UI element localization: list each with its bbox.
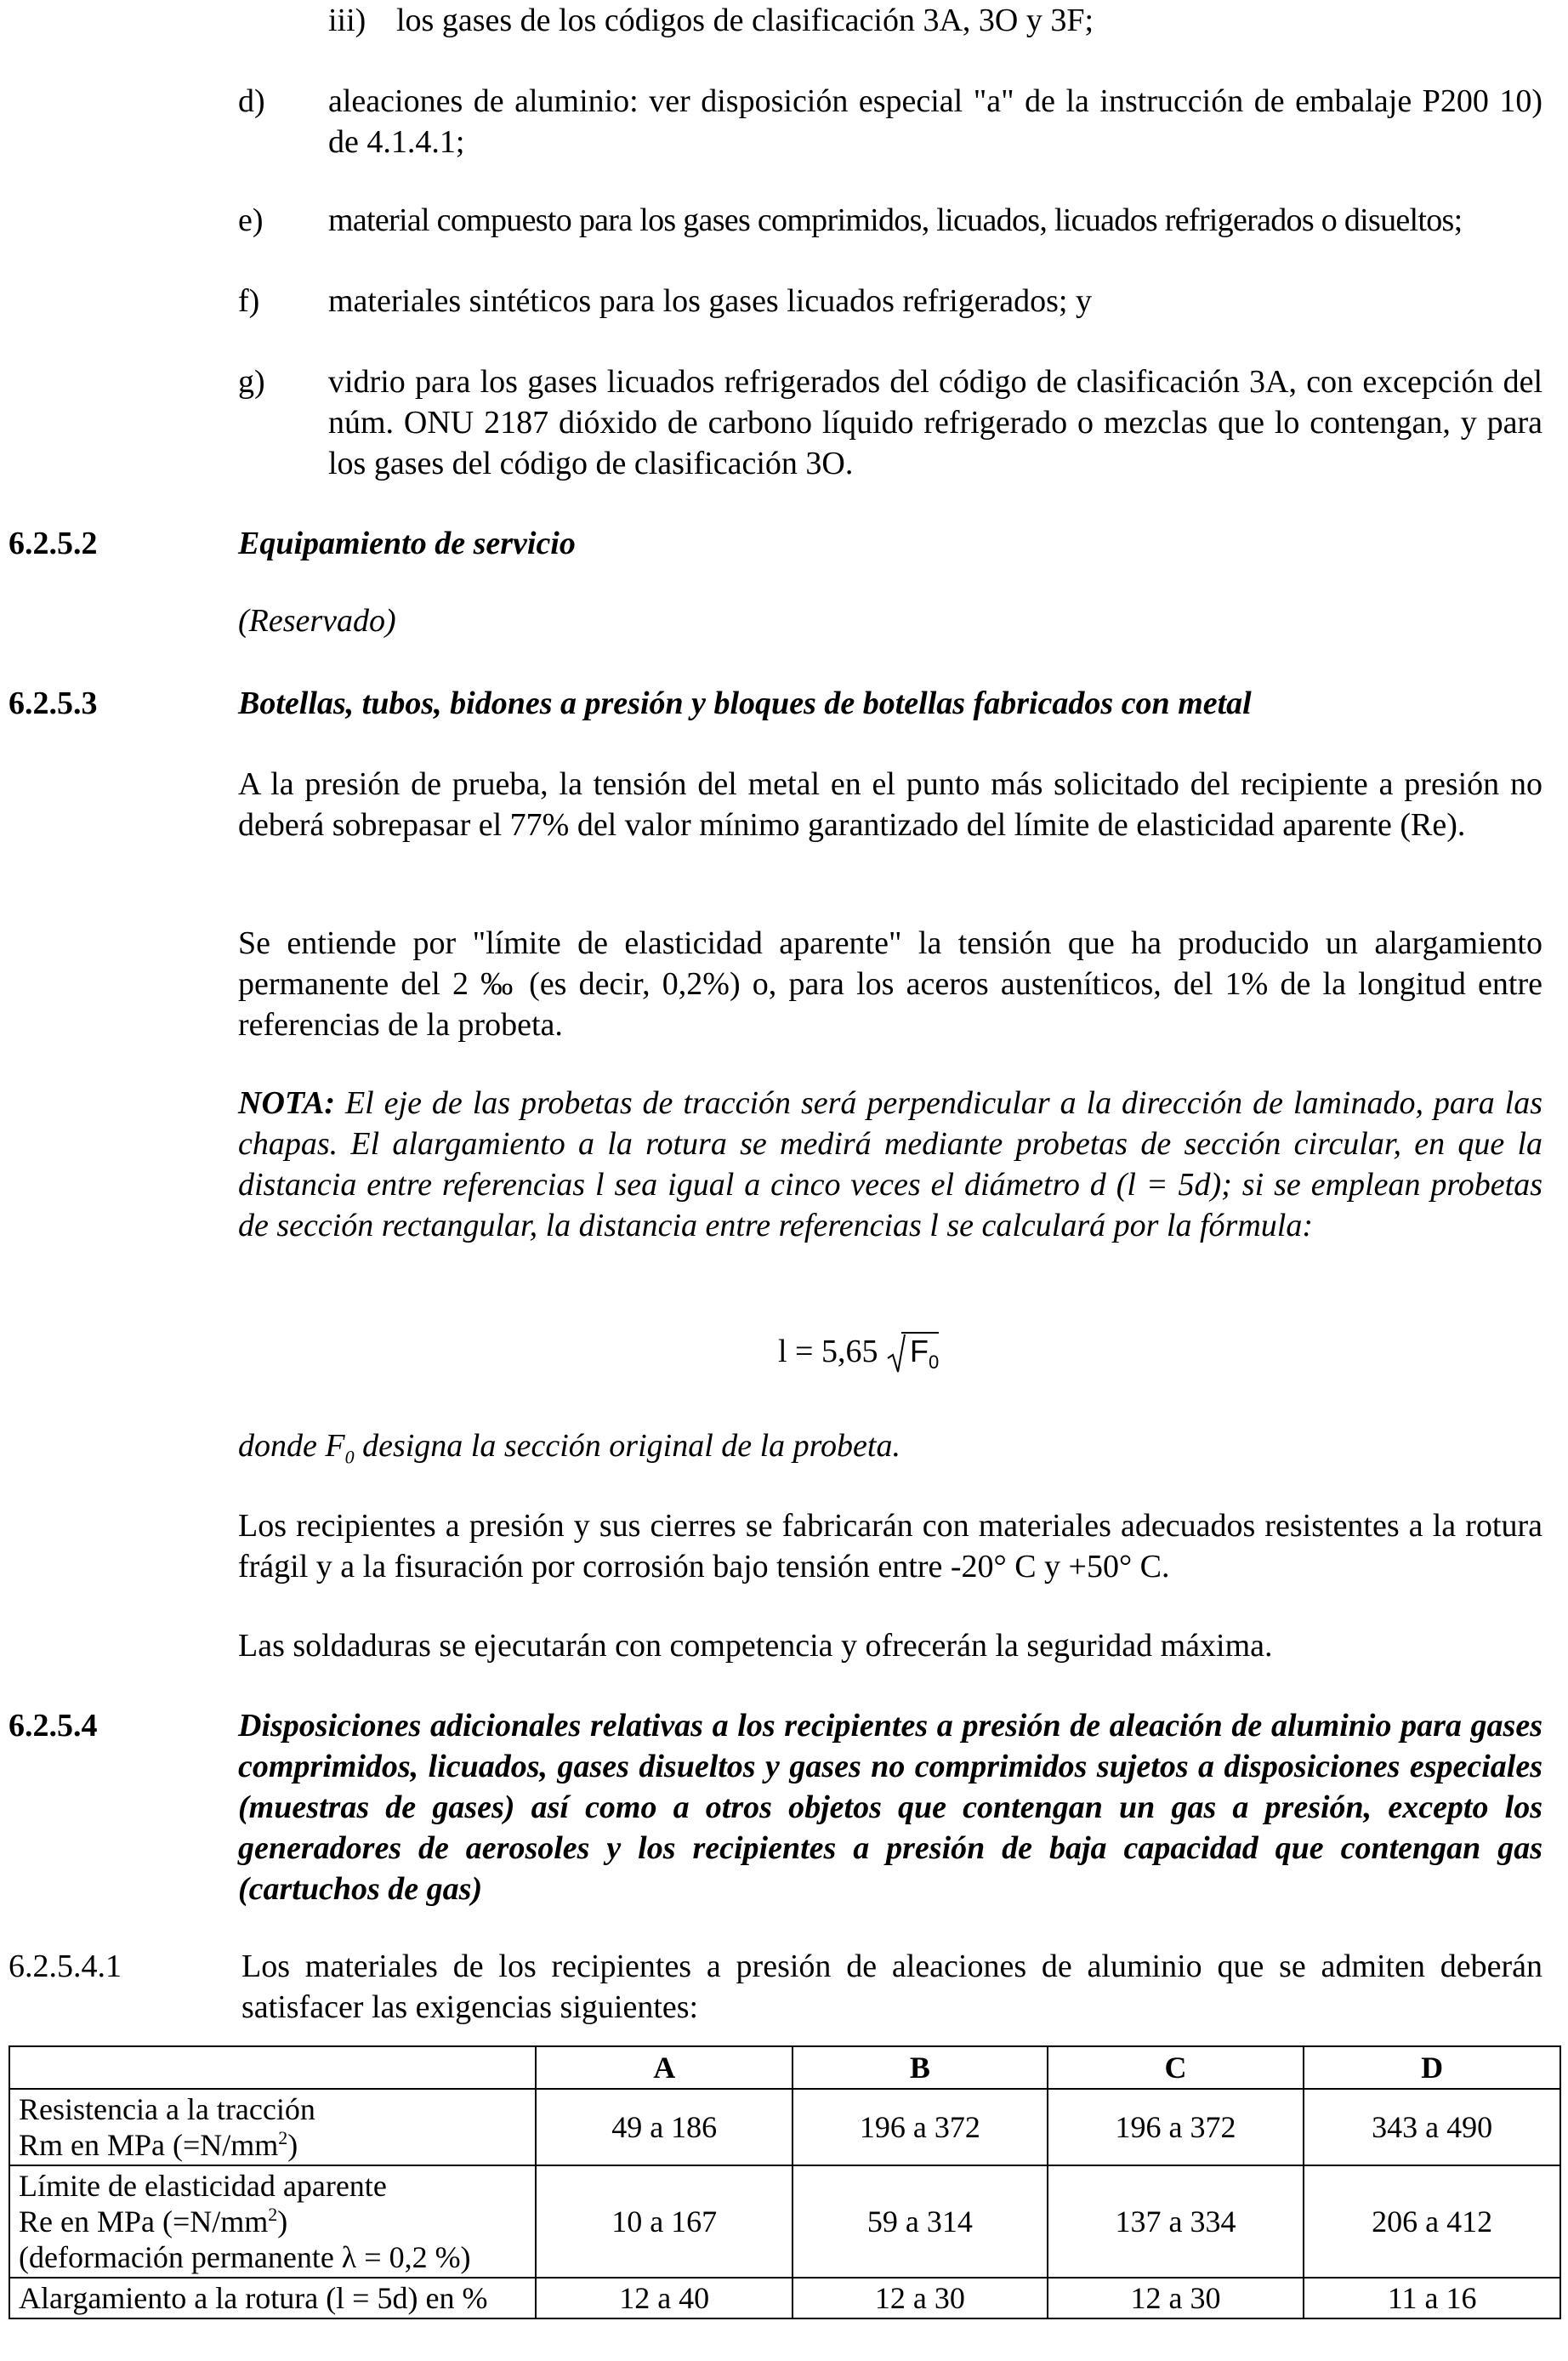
aluminium-requirements-table	[9, 2045, 1561, 2319]
section-number-6254: 6.2.5.4	[9, 1708, 98, 1744]
section-number-6252: 6.2.5.2	[9, 526, 98, 561]
table-cell: 10 a 167	[536, 2165, 793, 2278]
table-row	[9, 2165, 1560, 2278]
table-cell: 12 a 30	[793, 2278, 1048, 2318]
note-block	[238, 1083, 1542, 1246]
table-cell: 343 a 490	[1304, 2089, 1560, 2165]
list-text-d: aleaciones de aluminio: ver disposición especial "a" de la instrucción de embalaje P200 10) de 4.1.4.1;	[328, 83, 1542, 160]
section-number-6253: 6.2.5.3	[9, 686, 98, 721]
where-pre: donde F	[238, 1428, 345, 1464]
table-cell: 206 a 412	[1304, 2165, 1560, 2278]
paragraph-test-pressure: A la presión de prueba, la tensión del metal en el punto más solicitado del recipiente a presión no deberá sobrepasar el 77% del valor mínimo garantizado del límite de elasticidad aparente (Re).	[238, 766, 1542, 843]
list-text-iii: los gases de los códigos de clasificación 3A, 3O y 3F;	[396, 3, 1094, 38]
row-label-yield: Límite de elasticidad aparente Re en MPa $(=N/mm^2)$ (deformación permanente λ = 0,2 %)	[9, 2165, 536, 2278]
table-row	[9, 2089, 1560, 2165]
list-text-g: vidrio para los gases licuados refrigerados del código de clasificación 3A, con excepción del núm. ONU 2187 dióxido de carbono líquido refrigerado o mezclas que lo contengan, y para los gases del código de clasificación 3O.	[328, 364, 1542, 481]
paragraph-materials: Los recipientes a presión y sus cierres se fabricarán con materiales adecuados resistentes a la rotura frágil y a la fisuración por corrosión bajo tensión entre -20° C y +50° C.	[238, 1508, 1542, 1584]
note-label: NOTA:	[238, 1085, 335, 1121]
paragraph-yield-definition: Se entiende por "límite de elasticidad aparente" la tensión que ha producido un alargamiento permanente del 2 ‰ (es decir, 0,2%) o, para los aceros austeníticos, del 1% de la longitud entre referencias de la probeta.	[238, 925, 1542, 1043]
table-cell: 59 a 314	[793, 2165, 1048, 2278]
paragraph-welds: Las soldaduras se ejecutarán con competencia y ofrecerán la seguridad máxima.	[238, 1628, 1273, 1664]
gauge-length-formula	[778, 1331, 939, 1372]
table-header-row	[9, 2046, 1560, 2089]
table-cell: 12 a 30	[1048, 2278, 1304, 2318]
table-cell: 49 a 186	[536, 2089, 793, 2165]
column-header-a: A	[536, 2046, 793, 2089]
list-text-e: material compuesto para los gases comprimidos, licuados, licuados refrigerados o disueltos;	[328, 202, 1463, 238]
table-row	[9, 2278, 1560, 2318]
where-post: designa la sección original de la probeta.	[354, 1428, 900, 1464]
row-label-tensile: Resistencia a la tracción Rm en MPa $(=N/mm^2)$	[9, 2089, 536, 2165]
column-header-c: C	[1048, 2046, 1304, 2089]
formula-explanation	[238, 1425, 1542, 1466]
square-root	[901, 1331, 939, 1372]
list-label-f: f)	[238, 283, 260, 319]
formula-radicand-sub: 0	[929, 1351, 940, 1374]
list-label-g: g)	[238, 364, 265, 400]
section-title-6253: Botellas, tubos, bidones a presión y bloques de botellas fabricados con metal	[238, 686, 1252, 721]
column-header-d: D	[1304, 2046, 1560, 2089]
radical-sign-icon	[886, 1333, 906, 1375]
table-cell: 196 a 372	[793, 2089, 1048, 2165]
note-text: El eje de las probetas de tracción será perpendicular a la dirección de laminado, para las chapas. El alargamiento a la rotura se medirá mediante probetas de sección circular, en que la distancia entre referencias l sea igual a cinco veces el diámetro d (l = 5d); si se emplean probetas de sección rectangular, la distancia entre referencias l se calculará por la fórmula:	[238, 1085, 1542, 1243]
section-body-6252: (Reservado)	[238, 603, 396, 639]
list-label-d: d)	[238, 83, 265, 119]
table-cell: 196 a 372	[1048, 2089, 1304, 2165]
row-label-elongation: Alargamiento a la rotura (l = 5d) en %	[9, 2278, 536, 2318]
table-cell: 137 a 334	[1048, 2165, 1304, 2278]
list-text-f: materiales sintéticos para los gases licuados refrigerados; y	[328, 283, 1092, 319]
table-cell: 11 a 16	[1304, 2278, 1560, 2318]
table-corner-cell	[9, 2046, 536, 2089]
list-label-iii: iii)	[328, 3, 366, 38]
section-text-62541: Los materiales de los recipientes a presión de aleaciones de aluminio que se admiten deberán satisfacer las exigencias siguientes:	[241, 1949, 1542, 2025]
column-header-b: B	[793, 2046, 1048, 2089]
section-title-6254: Disposiciones adicionales relativas a los recipientes a presión de aleación de aluminio para gases comprimidos, licuados, gases disueltos y gases no comprimidos sujetos a disposiciones especiales (muestras de gases) así como a otros objetos que contengan un gas a presión, excepto los generadores de aerosoles y los recipientes a presión de baja capacidad que contengan gas (cartuchos de gas)	[238, 1708, 1542, 1907]
formula-radicand: F	[910, 1334, 929, 1368]
section-title-6252: Equipamiento de servicio	[238, 526, 576, 561]
list-label-e: e)	[238, 202, 264, 238]
section-number-62541: 6.2.5.4.1	[9, 1949, 122, 1984]
where-sub: 0	[344, 1446, 355, 1468]
table-cell: 12 a 40	[536, 2278, 793, 2318]
formula-lhs: l = 5,65	[778, 1334, 878, 1369]
